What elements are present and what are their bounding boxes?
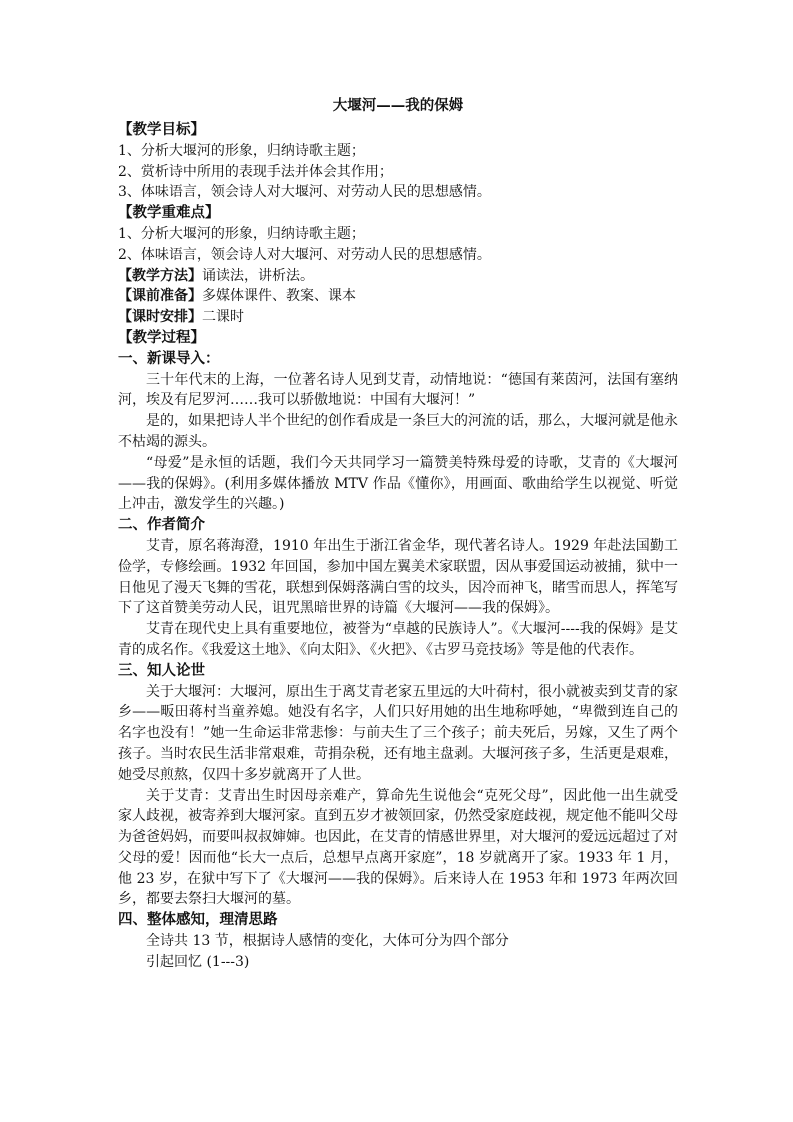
method-line [118, 266, 678, 287]
goal-item-3: 3、体味语言，领会诗人对大堰河、对劳动人民的思想感情。 [118, 184, 491, 201]
schedule-line [118, 307, 678, 328]
section-2-heading: 二、作者简介 [118, 516, 205, 534]
page-title: 大堰河——我的保姆 [332, 97, 464, 114]
section-2-paragraph-1: 艾青，原名蒋海澄，1910 年出生于浙江省金华，现代著名诗人。1929 年赴法国勤工俭学，专修绘画。1932 年回国，参加中国左翼美术家联盟，因从事爱国运动被捕，狱中一日他见了漫天飞舞的雪花，联想到保姆落满白雪的坟头，因冷而神飞，睹雪而思人，挥笔写下了这首赞美劳动人民，诅咒黑暗世界的诗篇《大堰河——我的保姆》。 [118, 537, 678, 617]
keypoint-item-2: 2、体味语言，领会诗人对大堰河、对劳动人民的思想感情。 [118, 246, 491, 263]
prep-line [118, 286, 678, 307]
prep-heading: 【课前准备】 [118, 288, 202, 305]
method-heading: 【教学方法】 [118, 267, 202, 284]
goals-heading: 【教学目标】 [118, 121, 205, 138]
section-1-paragraph-2: 是的，如果把诗人半个世纪的创作看成是一条巨大的河流的话，那么，大堰河就是他永不枯竭的源头。 [118, 413, 678, 450]
goal-item-1: 1、分析大堰河的形象，归纳诗歌主题； [118, 142, 365, 159]
method-text: 诵读法，讲析法。 [202, 267, 314, 284]
section-3-paragraph-2: 关于艾青：艾青出生时因母亲难产，算命先生说他会“克死父母”，因此他一出生就受家人歧视，被寄养到大堰河家。直到五岁才被领回家，仍然受家庭歧视，规定他不能叫父母为爸爸妈妈，而要叫叔叔婶婶。也因此，在艾青的情感世界里，对大堰河的爱远远超过了对父母的爱！因而他“长大一点后，总想早点离开家庭”，18 岁就离开了家。1933 年 1 月，他 23 岁，在狱中写下了《大堰河——我的保姆》。后来诗人在 1953 年和 1973 年两次回乡，都要去祭扫大堰河的墓。 [118, 787, 678, 908]
section-1-paragraph-3: “母爱”是永恒的话题，我们今天共同学习一篇赞美特殊母爱的诗歌，艾青的《大堰河——我的保姆》。(利用多媒体播放 MTV 作品《懂你》，用画面、歌曲给学生以视觉、听觉上冲击，激发学生的兴趣。) [118, 454, 678, 513]
prep-text: 多媒体课件、教案、课本 [202, 288, 356, 305]
section-3-paragraph-1: 关于大堰河：大堰河，原出生于离艾青老家五里远的大叶荷村，很小就被卖到艾青的家乡——畈田蒋村当童养媳。她没有名字，人们只好用她的出生地称呼她，“卑微到连自己的名字也没有！”她一生命运非常悲惨：与前夫生了三个孩子；前夫死后，另嫁，又生了两个孩子。当时农民生活非常艰难，苛捐杂税，还有地主盘剥。大堰河孩子多，生活更是艰难，她受尽煎熬，仅四十多岁就离开了人世。 [118, 683, 678, 783]
section-4-line-1: 全诗共 13 节，根据诗人感情的变化，大体可分为四个部分 [146, 933, 509, 950]
section-2-paragraph-2: 艾青在现代史上具有重要地位，被誉为“卓越的民族诗人”。《大堰河----我的保姆》是艾青的成名作。《我爱这土地》、《向太阳》、《火把》、《古罗马竞技场》等是他的代表作。 [118, 621, 678, 658]
process-heading: 【教学过程】 [118, 328, 205, 346]
section-4-heading: 四、整体感知，理清思路 [118, 911, 278, 929]
schedule-heading: 【课时安排】 [118, 309, 202, 326]
goal-item-2: 2、赏析诗中所用的表现手法并体会其作用； [118, 163, 393, 180]
section-1-heading: 一、新课导入： [118, 349, 220, 367]
document-page [118, 96, 678, 973]
keypoint-item-1: 1、分析大堰河的形象，归纳诗歌主题； [118, 225, 365, 242]
section-4-line-2: 引起回忆 (1---3) [146, 953, 250, 970]
section-1-paragraph-1: 三十年代末的上海，一位著名诗人见到艾青，动情地说：“德国有莱茵河，法国有塞纳河，埃及有尼罗河……我可以骄傲地说：中国有大堰河！” [118, 371, 678, 409]
keypoints-heading: 【教学重难点】 [118, 204, 220, 222]
schedule-text: 二课时 [202, 309, 244, 326]
section-3-heading: 三、知人论世 [118, 661, 205, 679]
